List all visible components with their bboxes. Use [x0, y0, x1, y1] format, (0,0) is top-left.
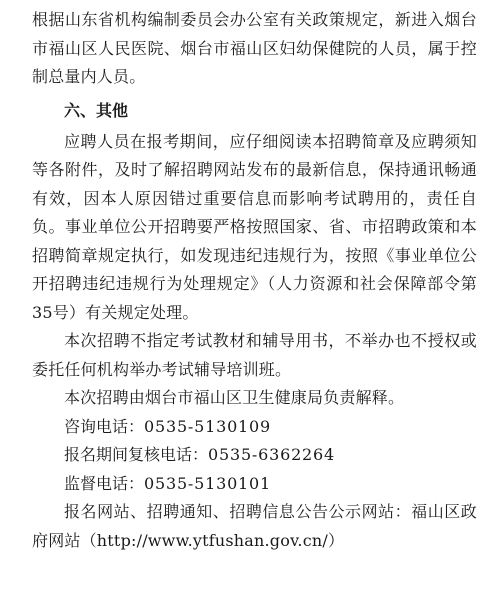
contact-line-consult — [32, 413, 477, 442]
section-heading: 六、其他 — [64, 100, 129, 120]
contact-label: 报名期间复核电话： — [64, 445, 209, 464]
phone-number: 0535-5130109 — [144, 416, 271, 436]
body-paragraph-2: 本次招聘不指定考试教材和辅导用书，不举办也不授权或委托任何机构举办考试辅导培训班。 — [32, 331, 477, 379]
phone-number: 0535-5130101 — [144, 473, 271, 493]
body-paragraph-3: 本次招聘由烟台市福山区卫生健康局负责解释。 — [64, 388, 405, 407]
contact-line-review — [32, 441, 477, 470]
website-paragraph: 报名网站、招聘通知、招聘信息公告公示网站：福山区政府网站（http://www.ytfushan.gov.cn/） — [32, 502, 477, 550]
body-paragraph-1: 应聘人员在报考期间，应仔细阅读本招聘简章及应聘须知等各附件，及时了解招聘网站发布的最新信息，保持通讯畅通有效，因本人原因错过重要信息而影响考试聘用的，责任自负。事业单位公开招聘要严格按照国家、省、市招聘政策和本招聘简章规定执行，如发现违纪违规行为，按照《事业单位公开招聘违纪违规行为处理规定》（人力资源和社会保障部令第35号）有关规定处理。 — [32, 131, 477, 322]
intro-paragraph: 根据山东省机构编制委员会办公室有关政策规定，新进入烟台市福山区人民医院、烟台市福山区妇幼保健院的人员，属于控制总量内人员。 — [32, 10, 477, 86]
contact-label: 监督电话： — [64, 473, 145, 493]
contact-line-supervision — [32, 470, 477, 499]
phone-number: 0535-6362264 — [208, 445, 335, 464]
contact-label: 咨询电话： — [64, 416, 145, 436]
